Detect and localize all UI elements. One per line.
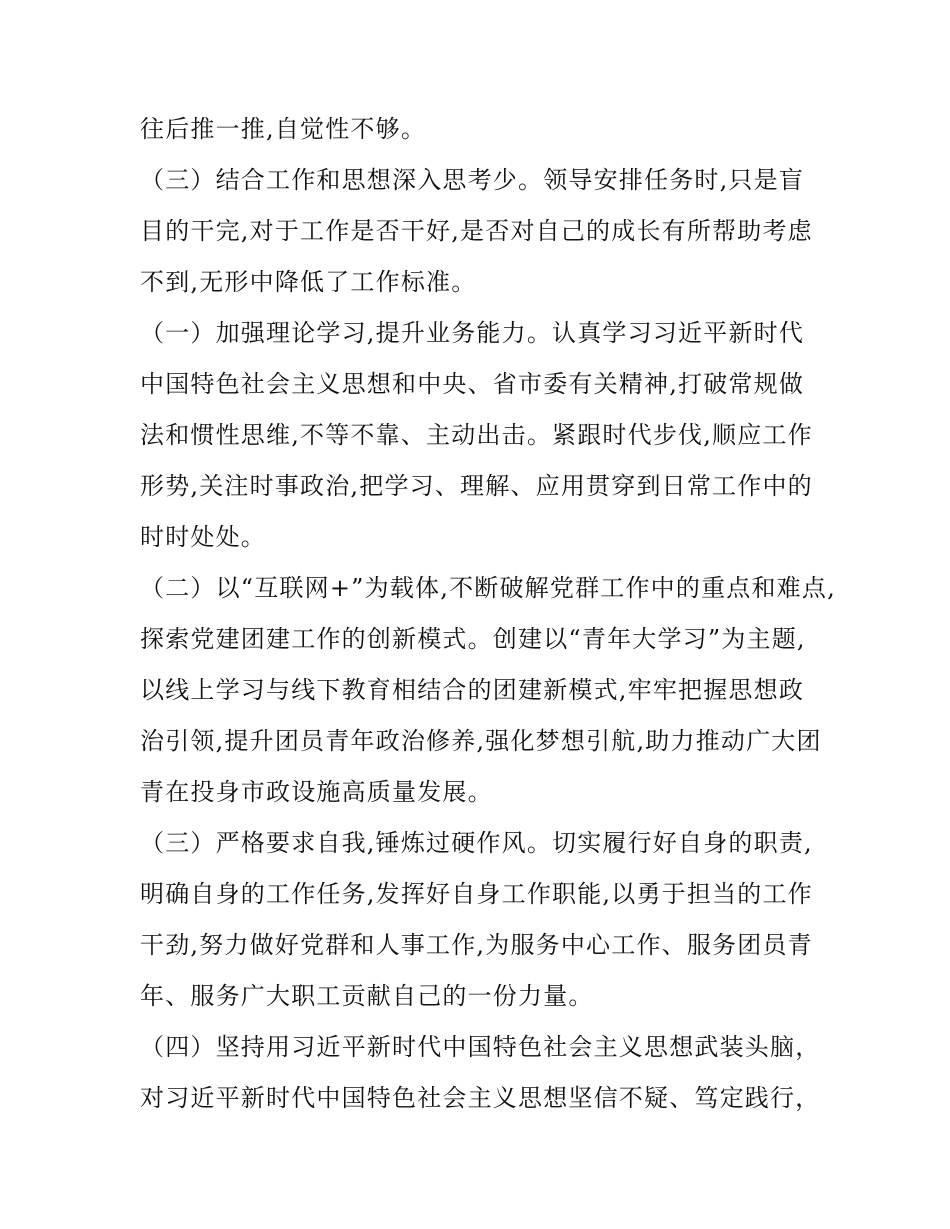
text-line: 明确自身的工作任务,发挥好自身工作职能,以勇于担当的工作 [140,880,813,908]
text-line: 形势,关注时事政治,把学习、理解、应用贯穿到日常工作中的 [140,472,813,500]
text-line: （一）加强理论学习,提升业务能力。认真学习习近平新时代 [140,319,805,347]
text-line: 青在投身市政设施高质量发展。 [140,778,493,806]
text-line: 治引领,提升团员青年政治修养,强化梦想引航,助力推动广大团 [140,727,822,755]
document-body [140,104,836,1124]
text-line: 中国特色社会主义思想和中央、省市委有关精神,打破常规做 [140,370,805,398]
text-line: （三）结合工作和思想深入思考少。领导安排任务时,只是盲 [140,166,805,194]
text-line: 年、服务广大职工贡献自己的一份力量。 [140,982,594,1010]
text-line: （三）严格要求自我,锤炼过硬作风。切实履行好自身的职责, [140,829,813,857]
text-line: 往后推一推,自觉性不够。 [140,115,427,143]
text-line: 法和惯性思维,不等不靠、主动出击。紧跟时代步伐,顺应工作 [140,421,813,449]
text-line: 探索党建团建工作的创新模式。创建以“青年大学习”为主题, [140,625,806,653]
text-line: （四）坚持用习近平新时代中国特色社会主义思想武装头脑， [140,1033,821,1061]
text-line: 对习近平新时代中国特色社会主义思想坚信不疑、笃定践行， [140,1084,821,1112]
text-line: 干劲,努力做好党群和人事工作,为服务中心工作、服务团员青 [140,931,813,959]
text-line: （二）以“互联网+”为载体,不断破解党群工作中的重点和难点, [140,574,836,602]
text-line: 不到,无形中降低了工作标准。 [140,268,477,296]
text-line: 目的干完,对于工作是否干好,是否对自己的成长有所帮助考虑 [140,217,813,245]
text-line: 时时处处。 [140,523,266,551]
text-line: 以线上学习与线下教育相结合的团建新模式,牢牢把握思想政 [140,676,805,704]
